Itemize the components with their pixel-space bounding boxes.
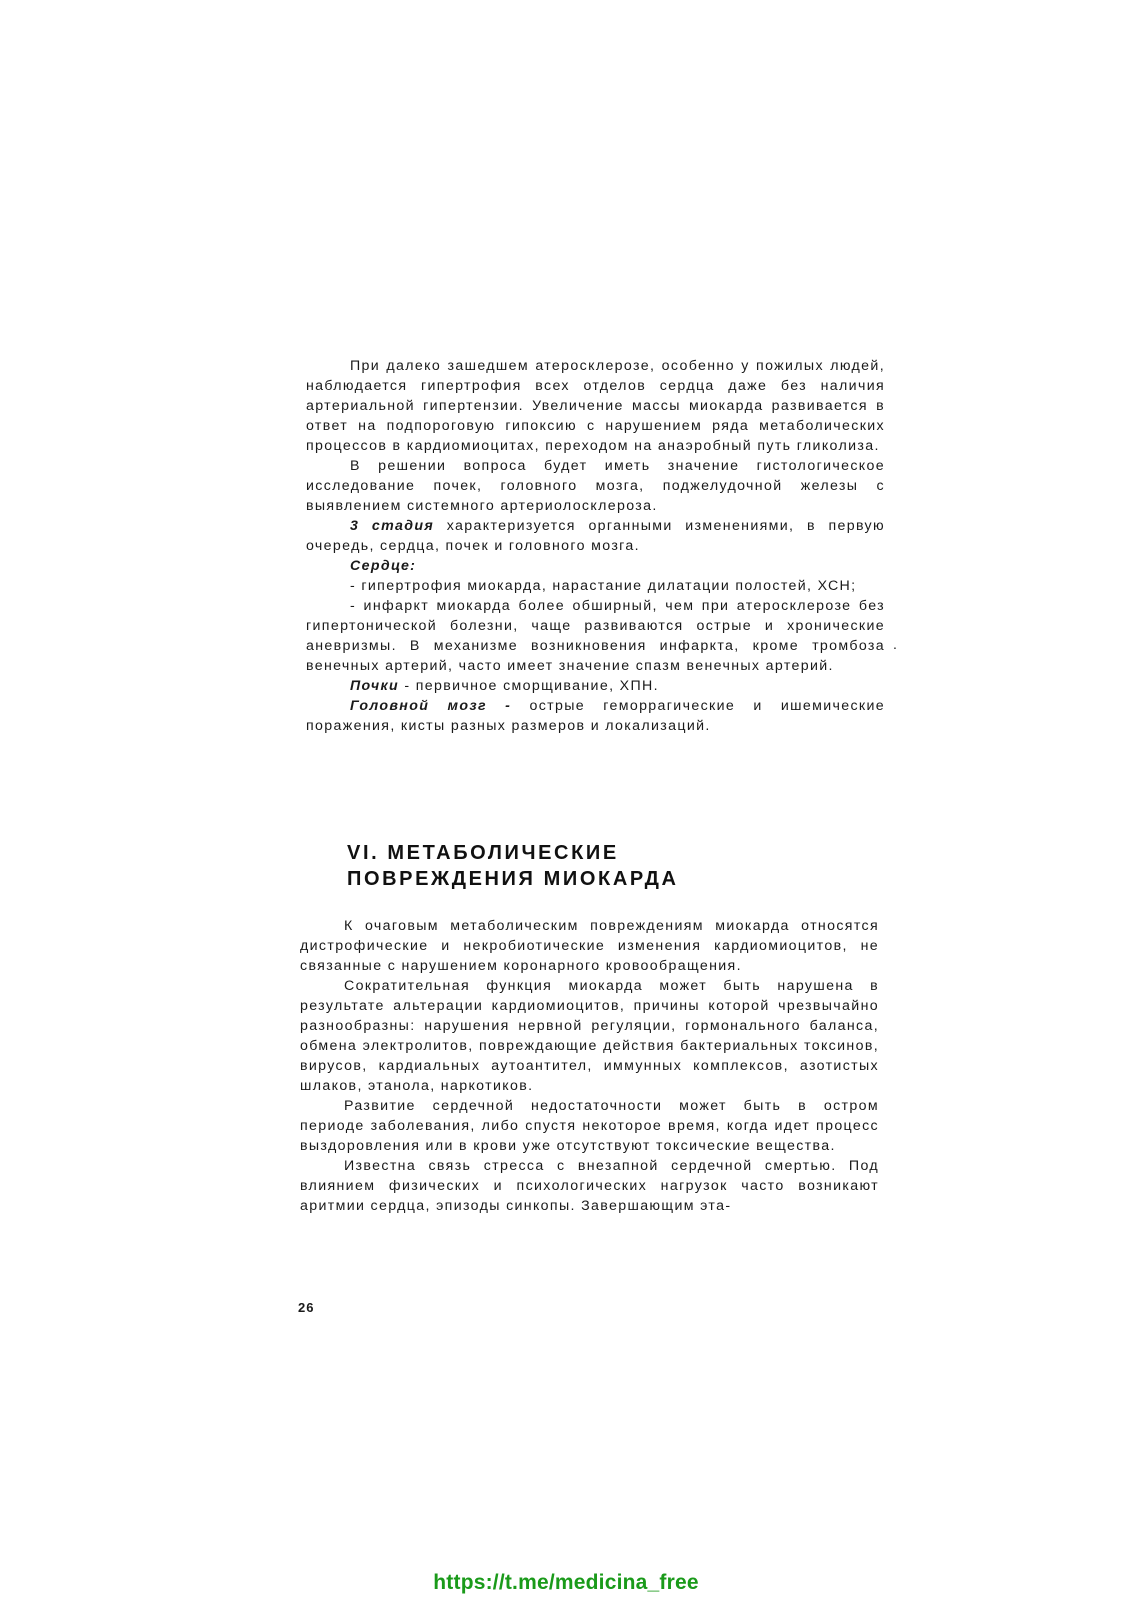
brain-text: острые геморрагические и ишемические поражения, кисты разных размеров и локализаций. xyxy=(306,698,885,734)
list-item: - гипертрофия миокарда, нарастание дилатации полостей, ХСН; xyxy=(350,578,857,594)
page-number: 26 xyxy=(298,1300,315,1315)
section-heading xyxy=(347,840,678,892)
text-block-bottom xyxy=(300,916,879,1216)
kidney-label: Почки xyxy=(350,678,400,694)
stage-label: 3 стадия xyxy=(350,518,435,534)
heart-heading-line xyxy=(306,556,885,576)
paragraph: Развитие сердечной недостаточности может быть в остром периоде заболевания, либо спустя некоторое время, когда идет процесс выздоровления или в крови уже отсутствуют токсические вещества. xyxy=(300,1098,879,1154)
stage-text: характеризуется органными изменениями, в первую очередь, сердца, почек и головного мозга. xyxy=(306,518,885,554)
footer-link[interactable]: https://t.me/medicina_free xyxy=(433,1571,699,1594)
section-heading-line: ПОВРЕЖДЕНИЯ МИОКАРДА xyxy=(347,868,679,890)
kidney-text: - первичное сморщивание, ХПН. xyxy=(399,678,659,694)
paragraph xyxy=(306,676,885,696)
text-block-top xyxy=(306,356,885,736)
heart-label: Сердце: xyxy=(350,558,417,574)
paragraph: Известна связь стресса с внезапной сердечной смертью. Под влиянием физических и психологических нагрузок часто возникают аритмии сердца, эпизоды синкопы. Завершающим эта- xyxy=(300,1158,879,1214)
paragraph xyxy=(306,516,885,556)
paragraph: В решении вопроса будет иметь значение гистологическое исследование почек, головного мозга, поджелудочной железы с выявлением системного артериолосклероза. xyxy=(306,458,885,514)
section-heading-line: VI. МЕТАБОЛИЧЕСКИЕ xyxy=(347,842,619,864)
stray-mark: . xyxy=(893,636,897,652)
paragraph: При далеко зашедшем атеросклерозе, особенно у пожилых людей, наблюдается гипертрофия всех отделов сердца даже без наличия артериальной гипертензии. Увеличение массы миокарда развивается в ответ на подпороговую гипоксию с нарушением ряда метаболических процессов в кардиомиоцитах, переходом на анаэробный путь гликолиза. xyxy=(306,358,885,454)
list-item: - инфаркт миокарда более обширный, чем при атеросклерозе без гипертонической болезни, чаще развиваются острые и хронические аневризмы. В механизме возникновения инфаркта, кроме тромбоза венечных артерий, часто имеет значение спазм венечных артерий. xyxy=(306,598,885,674)
paragraph: Сократительная функция миокарда может быть нарушена в результате альтерации кардиомиоцитов, причины которой чрезвычайно разнообразны: нарушения нервной регуляции, гормонального баланса, обмена электролитов, повреждающие действия бактериальных токсинов, вирусов, кардиальных аутоантител, иммунных комплексов, азотистых шлаков, этанола, наркотиков. xyxy=(300,978,879,1094)
brain-label: Головной мозг - xyxy=(350,698,512,714)
paragraph xyxy=(306,696,885,736)
paragraph: К очаговым метаболическим повреждениям миокарда относятся дистрофические и некробиотические изменения кардиомиоцитов, не связанные с нарушением коронарного кровообращения. xyxy=(300,918,879,974)
